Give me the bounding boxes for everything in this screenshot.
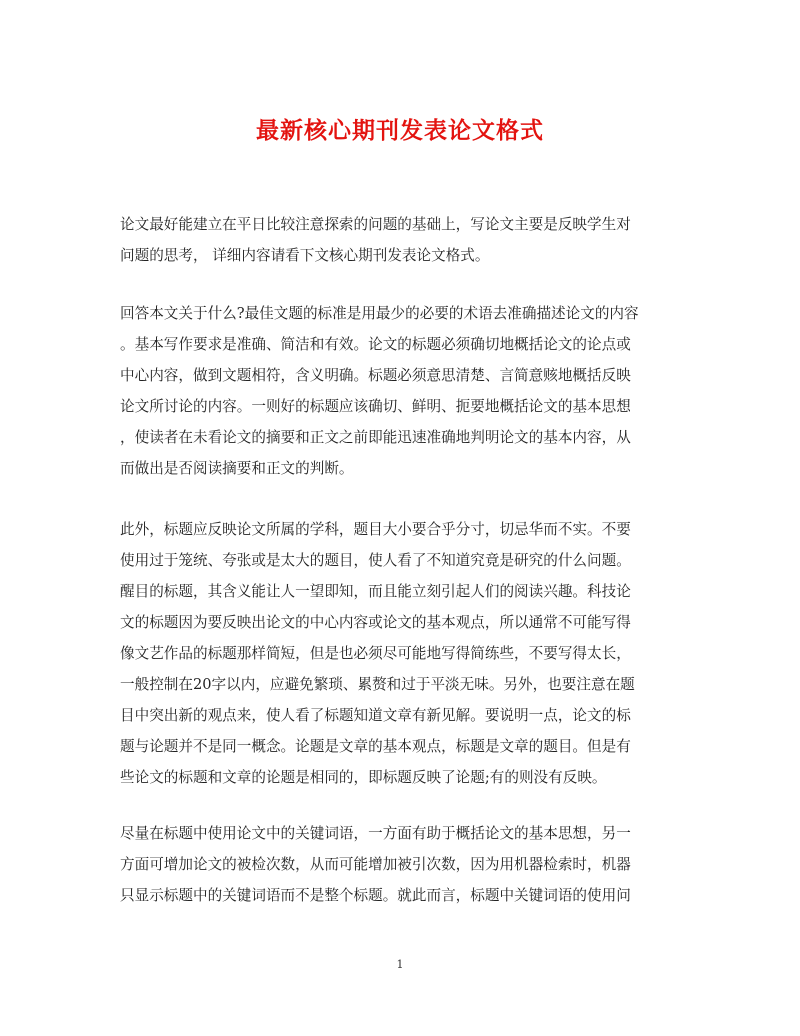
document-title: 最新核心期刊发表论文格式	[256, 117, 544, 144]
paragraph-line: 使用过于笼统、夸张或是太大的题目，使人看了不知道究竟是研究的什么问题。	[120, 552, 631, 569]
paragraph-line: 尽量在标题中使用论文中的关键词语，一方面有助于概括论文的基本思想，另一	[120, 825, 631, 842]
paragraph-line: 回答本文关于什么?最佳文题的标准是用最少的必要的术语去准确描述论文的内容	[120, 305, 639, 322]
paragraph-title-standard	[120, 298, 680, 484]
paragraph-keywords	[120, 818, 680, 911]
paragraph-line: 方面可增加论文的被检次数，从而可能增加被引次数，因为用机器检索时，机器	[120, 856, 631, 873]
paragraph-line: 论文所讨论的内容。一则好的标题应该确切、鲜明、扼要地概括论文的基本思想	[120, 398, 631, 415]
paragraph-line: 而做出是否阅读摘要和正文的判断。	[120, 460, 354, 477]
paragraph-line: 题与论题并不是同一概念。论题是文章的基本观点，标题是文章的题目。但是有	[120, 738, 631, 755]
paragraph-intro	[120, 209, 680, 271]
paragraph-line: 。基本写作要求是准确、简洁和有效。论文的标题必须确切地概括论文的论点或	[120, 336, 631, 353]
paragraph-discipline	[120, 514, 680, 793]
paragraph-line: 此外，标题应反映论文所属的学科，题目大小要合乎分寸，切忌华而不实。不要	[120, 521, 631, 538]
paragraph-line: 论文最好能建立在平日比较注意探索的问题的基础上，写论文主要是反映学生对	[120, 216, 631, 233]
paragraph-line: 目中突出新的观点来，使人看了标题知道文章有新见解。要说明一点，论文的标	[120, 707, 631, 724]
paragraph-line: 问题的思考， 详细内容请看下文核心期刊发表论文格式。	[120, 247, 490, 264]
paragraph-line: 像文艺作品的标题那样简短，但是也必须尽可能地写得简练些，不要写得太长，	[120, 645, 631, 662]
paragraph-line: 文的标题因为要反映出论文的中心内容或论文的基本观点，所以通常不可能写得	[120, 614, 631, 631]
paragraph-line: 只显示标题中的关键词语而不是整个标题。就此而言，标题中关键词语的使用问	[120, 887, 631, 904]
paragraph-line: 些论文的标题和文章的论题是相同的，即标题反映了论题;有的则没有反映。	[120, 769, 607, 786]
paragraph-line: 醒目的标题，其含义能让人一望即知，而且能立刻引起人们的阅读兴趣。科技论	[120, 583, 631, 600]
page-number: 1	[396, 958, 404, 971]
paragraph-line: 中心内容，做到文题相符，含义明确。标题必须意思清楚、言简意赅地概括反映	[120, 367, 631, 384]
paragraph-line: 一般控制在20字以内，应避免繁琐、累赘和过于平淡无味。另外，也要注意在题	[120, 676, 635, 693]
paragraph-line: ，使读者在未看论文的摘要和正文之前即能迅速准确地判明论文的基本内容，从	[120, 429, 631, 446]
